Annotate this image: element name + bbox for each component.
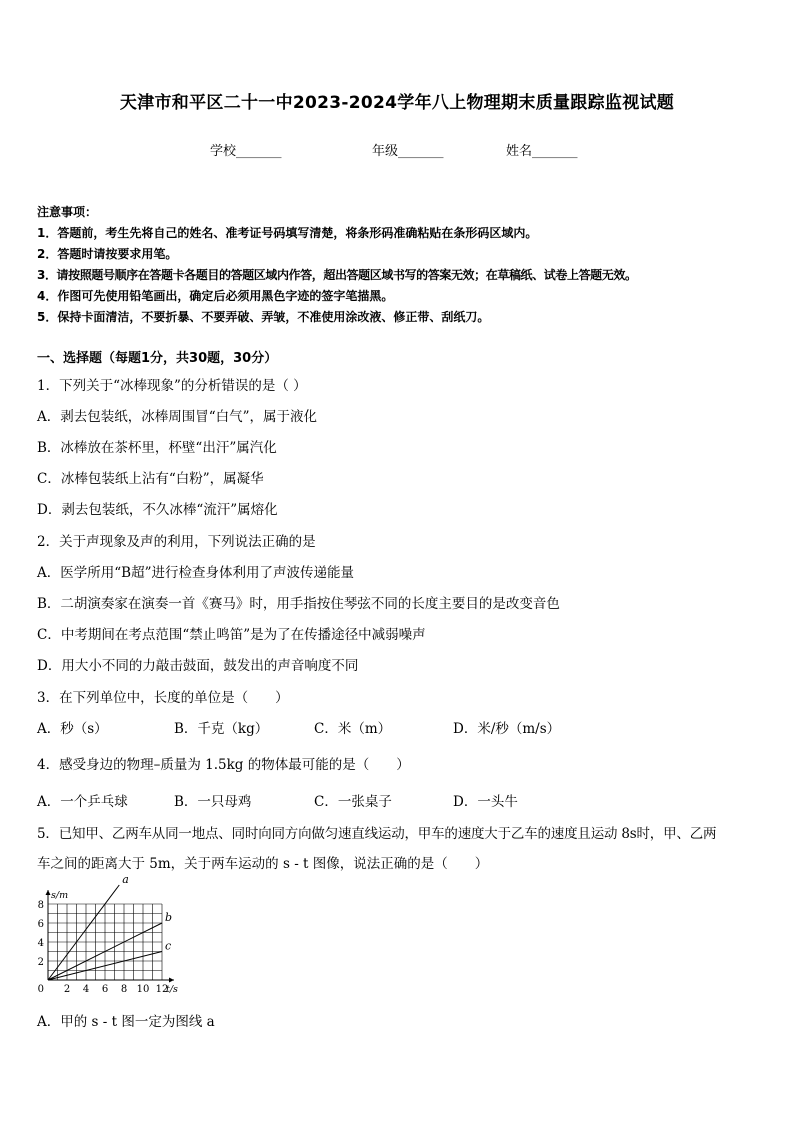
q5-stem-line1: 5．已知甲、乙两车从同一地点、同时向同方向做匀速直线运动，甲车的速度大于乙车的速度且运动 8s时，甲、乙两: [37, 826, 717, 842]
q4-option-b[interactable]: B．一只母鸡: [174, 794, 252, 810]
q4-option-c[interactable]: C．一张桌子: [314, 794, 392, 810]
x-tick-label: 10: [136, 984, 150, 995]
x-tick-label: 4: [82, 984, 90, 995]
y-axis-arrow: [46, 890, 51, 895]
q1-option-c[interactable]: C．冰棒包装纸上沾有“白粉”，属凝华: [37, 471, 264, 487]
note-item: 3．请按照题号顺序在答题卡各题目的答题区域内作答，超出答题区域书写的答案无效；在草稿纸、试卷上答题无效。: [37, 268, 637, 282]
q5-option-a[interactable]: A．甲的 s - t 图一定为图线 a: [37, 1014, 215, 1030]
x-tick-label: 12: [155, 984, 169, 995]
q3-option-c[interactable]: C．米（m）: [314, 721, 392, 737]
notes-heading: 注意事项：: [37, 205, 98, 219]
q1-option-b[interactable]: B．冰棒放在茶杯里，杯壁“出汗”属汽化: [37, 440, 277, 456]
q2-option-b[interactable]: B．二胡演奏家在演奏一首《赛马》时，用手指按住琴弦不同的长度主要目的是改变音色: [37, 596, 560, 612]
y-tick-label: 2: [37, 957, 44, 968]
q1-stem: 1．下列关于“冰棒现象”的分析错误的是（ ）: [37, 378, 307, 394]
q4-option-d[interactable]: D．一头牛: [453, 794, 518, 810]
series-label-c: c: [165, 939, 172, 953]
x-tick-label: 2: [63, 984, 71, 995]
note-item: 1．答题前，考生先将自己的姓名、准考证号码填写清楚，将条形码准确粘贴在条形码区域内。: [37, 226, 538, 240]
q2-option-d[interactable]: D．用大小不同的力敲击鼓面，鼓发出的声音响度不同: [37, 658, 359, 674]
note-item: 5．保持卡面清洁，不要折暴、不要弄破、弄皱，不准使用涂改液、修正带、刮纸刀。: [37, 310, 490, 324]
y-tick-label: 6: [37, 919, 44, 930]
q3-stem: 3．在下列单位中，长度的单位是（ ）: [37, 690, 289, 706]
x-axis-arrow: [169, 978, 174, 983]
x-tick-label: 6: [101, 984, 109, 995]
grade-field[interactable]: 年级_______: [372, 144, 444, 159]
series-label-a: a: [122, 873, 129, 886]
note-item: 2．答题时请按要求用笔。: [37, 247, 178, 261]
q4-stem: 4．感受身边的物理–质量为 1.5kg 的物体最可能的是（ ）: [37, 757, 410, 773]
q3-option-a[interactable]: A．秒（s）: [37, 721, 108, 737]
q2-stem: 2．关于声现象及声的利用，下列说法正确的是: [37, 534, 316, 550]
q1-option-a[interactable]: A．剥去包装纸，冰棒周围冒“白气”，属于液化: [37, 409, 318, 425]
chart-grid: [48, 904, 162, 980]
name-field[interactable]: 姓名_______: [506, 144, 578, 159]
y-tick-label: 8: [37, 900, 44, 911]
section-heading: 一、选择题（每题1分，共30题，30分）: [37, 351, 278, 366]
q1-option-d[interactable]: D．剥去包装纸，不久冰棒“流汗”属熔化: [37, 502, 278, 518]
st-graph: [34, 873, 204, 1002]
q4-option-a[interactable]: A．一个乒乓球: [37, 794, 128, 810]
y-tick-label: 4: [37, 938, 44, 949]
q5-stem-line2: 车之间的距离大于 5m，关于两车运动的 s - t 图像，说法正确的是（ ）: [37, 856, 489, 872]
school-field[interactable]: 学校_______: [210, 144, 282, 159]
origin-label: 0: [37, 984, 44, 995]
q3-option-b[interactable]: B．千克（kg）: [174, 721, 269, 737]
chart-ticks: [38, 890, 178, 995]
notes-block: [37, 202, 777, 328]
y-axis-label: s/m: [51, 890, 69, 901]
x-tick-label: 8: [120, 984, 128, 995]
exam-title: 天津市和平区二十一中2023-2024学年八上物理期末质量跟踪监视试题: [119, 93, 675, 113]
note-item: 4．作图可先使用铅笔画出，确定后必须用黑色字迹的签字笔描黑。: [37, 289, 394, 303]
q2-option-c[interactable]: C．中考期间在考点范围“禁止鸣笛”是为了在传播途径中减弱噪声: [37, 627, 426, 643]
q3-option-d[interactable]: D．米/秒（m/s）: [453, 721, 561, 737]
series-label-b: b: [165, 911, 173, 924]
q2-option-a[interactable]: A．医学所用“B超”进行检查身体利用了声波传递能量: [37, 565, 354, 581]
x-axis-label: t/s: [166, 984, 178, 995]
